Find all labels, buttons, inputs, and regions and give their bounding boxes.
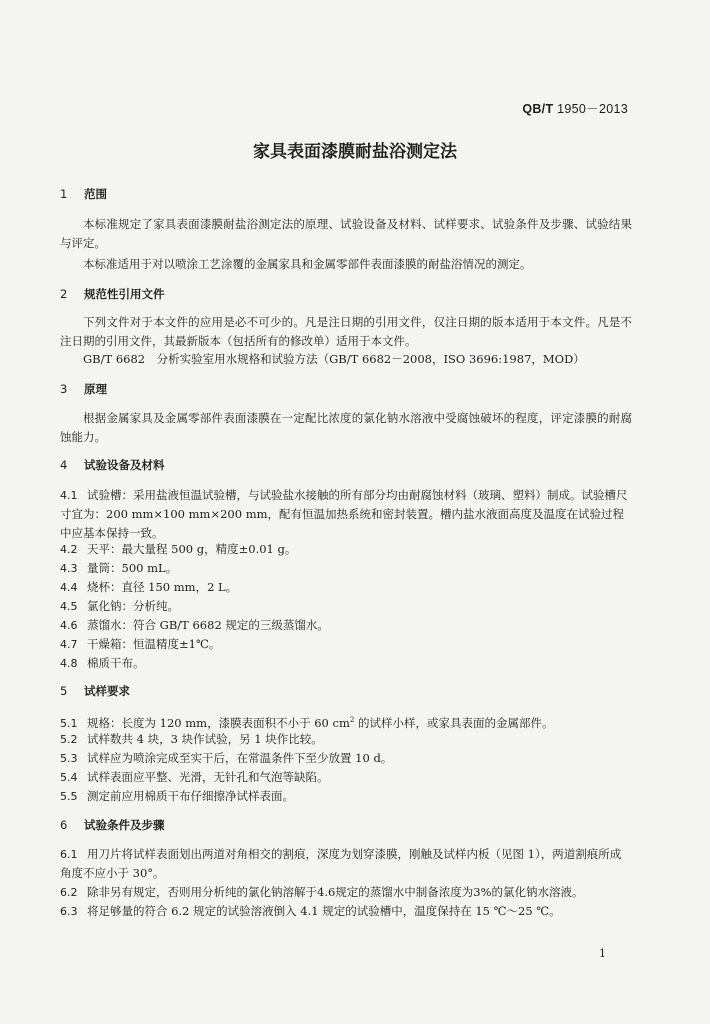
item-4-5: 4.5 氯化钠：分析纯。 <box>60 599 179 613</box>
item-4-6: 4.6 蒸馏水：符合 GB/T 6682 规定的三级蒸馏水。 <box>60 618 329 632</box>
item-4-4: 4.4 烧杯：直径 150 mm，2 L。 <box>60 580 238 594</box>
section-4-heading: 4 试验设备及材料 <box>60 458 165 472</box>
item-6-2: 6.2 除非另有规定，否则用分析纯的氯化钠溶解于4.6规定的蒸馏水中制备浓度为3%的氯化钠水溶液。 <box>60 885 584 899</box>
item-4-7: 4.7 干燥箱：恒温精度±1℃。 <box>60 637 221 651</box>
item-5-2: 5.2 试样数共 4 块，3 块作试验，另 1 块作比较。 <box>60 732 323 746</box>
section-1-paragraph-2: 本标准适用于对以喷涂工艺涂覆的金属家具和金属零部件表面漆膜的耐盐浴情况的测定。 <box>83 257 532 271</box>
section-3-paragraph: 根据金属家具及金属零部件表面漆膜在一定配比浓度的氯化钠水溶液中受腐蚀破坏的程度，评定漆膜的耐腐蚀能力。 <box>60 411 632 444</box>
section-2-paragraph-1: 下列文件对于本文件的应用是必不可少的。凡是注日期的引用文件，仅注日期的版本适用于本文件。凡是不注日期的引用文件，其最新版本（包括所有的修改单）适用于本文件。 <box>60 315 632 348</box>
section-2-reference: GB/T 6682 分析实验室用水规格和试验方法（GB/T 6682－2008，ISO 3696:1987，MOD） <box>83 352 585 366</box>
item-5-5: 5.5 测定前应用棉质干布仔细擦净试样表面。 <box>60 789 294 803</box>
standard-code <box>522 99 628 117</box>
section-2-heading: 2 规范性引用文件 <box>60 287 165 301</box>
item-4-8: 4.8 棉质干布。 <box>60 656 145 670</box>
section-1-heading: 1 范围 <box>60 187 107 201</box>
item-4-3: 4.3 量筒：500 mL。 <box>60 561 178 575</box>
standard-code-prefix: QB/T <box>522 102 554 116</box>
item-4-1: 4.1 试验槽：采用盐液恒温试验槽，与试验盐水接触的所有部分均由耐腐蚀材料（玻璃、塑料）制成。试验槽尺寸宜为：200 mm×100 mm×200 mm，配有恒温加热系统和密封装置。槽内盐水液面高度及温度在试验过程中应基本保持一致。 <box>60 488 628 540</box>
item-4-2: 4.2 天平：最大量程 500 g，精度±0.01 g。 <box>60 542 297 556</box>
section-5-heading: 5 试样要求 <box>60 684 130 698</box>
document-title: 家具表面漆膜耐盐浴测定法 <box>253 142 457 162</box>
standard-code-number: 1950－2013 <box>557 102 628 116</box>
item-6-3: 6.3 将足够量的符合 6.2 规定的试验溶液倒入 4.1 规定的试验槽中，温度保持在 15 ℃～25 ℃。 <box>60 904 561 918</box>
section-1-paragraph-1: 本标准规定了家具表面漆膜耐盐浴测定法的原理、试验设备及材料、试样要求、试验条件及步骤、试验结果与评定。 <box>60 217 632 250</box>
item-6-1: 6.1 用刀片将试样表面划出两道对角相交的割痕，深度为划穿漆膜，刚触及试样内板（见图 1），两道割痕所成角度不应小于 30°。 <box>60 847 622 880</box>
item-5-1: 5.1 规格：长度为 120 mm，漆膜表面积不小于 60 $cm^2$ 的试样小样，或家具表面的金属部件。 <box>60 715 554 730</box>
section-3-heading: 3 原理 <box>60 382 107 396</box>
section-6-heading: 6 试验条件及步骤 <box>60 818 165 832</box>
item-5-4: 5.4 试样表面应平整、光滑，无针孔和气泡等缺陷。 <box>60 770 329 784</box>
page-number: 1 <box>599 947 606 960</box>
item-5-3: 5.3 试样应为喷涂完成至实干后，在常温条件下至少放置 10 d。 <box>60 751 393 765</box>
